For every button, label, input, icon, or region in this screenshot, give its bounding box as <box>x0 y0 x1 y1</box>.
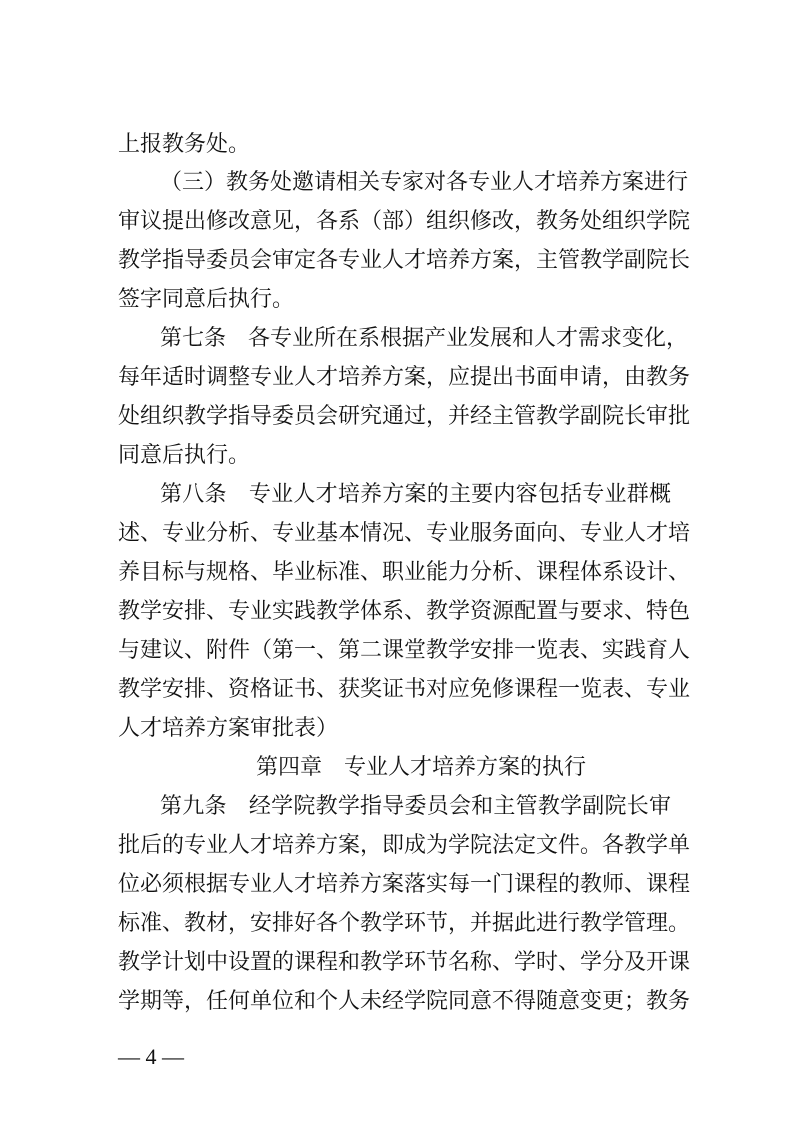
text-line: 同意后执行。 <box>118 443 251 468</box>
text-line: 批后的专业人才培养方案，即成为学院法定文件。各教学单 <box>118 833 691 858</box>
text-line: 第九条 经学院教学指导委员会和主管教学副院长审 <box>160 794 671 819</box>
text-line: 教学安排、资格证书、获奖证书对应免修课程一览表、专业 <box>118 677 691 702</box>
text-line: 第八条 专业人才培养方案的主要内容包括专业群概 <box>160 482 671 507</box>
page-number: — 4 — <box>118 1044 184 1069</box>
text-line: 处组织教学指导委员会研究通过，并经主管教学副院长审批 <box>118 404 691 429</box>
text-line: 教学安排、专业实践教学体系、教学资源配置与要求、特色 <box>118 599 691 624</box>
text-line: 教学计划中设置的课程和教学环节名称、学时、学分及开课 <box>118 950 691 975</box>
text-line: 与建议、附件（第一、第二课堂教学安排一览表、实践育人 <box>118 638 691 663</box>
text-line: 审议提出修改意见，各系（部）组织修改，教务处组织学院 <box>118 209 691 234</box>
text-line: 上报教务处。 <box>118 132 251 157</box>
text-line: 教学指导委员会审定各专业人才培养方案，主管教学副院长 <box>118 248 691 273</box>
text-line: 人才培养方案审批表） <box>118 716 339 741</box>
text-line: （三）教务处邀请相关专家对各专业人才培养方案进行 <box>160 170 689 195</box>
text-line: 每年适时调整专业人才培养方案，应提出书面申请，由教务 <box>118 365 691 390</box>
text-line: 第七条 各专业所在系根据产业发展和人才需求变化， <box>160 326 689 351</box>
text-line: 养目标与规格、毕业标准、职业能力分析、课程体系设计、 <box>118 560 691 585</box>
text-line: 学期等，任何单位和个人未经学院同意不得随意变更；教务 <box>118 989 691 1014</box>
text-line: 签字同意后执行。 <box>118 287 295 312</box>
chapter-heading: 第四章 专业人才培养方案的执行 <box>256 755 587 780</box>
text-line: 标准、教材，安排好各个教学环节，并据此进行教学管理。 <box>118 911 691 936</box>
text-line: 述、专业分析、专业基本情况、专业服务面向、专业人才培 <box>118 521 691 546</box>
text-line: 位必须根据专业人才培养方案落实每一门课程的教师、课程 <box>118 872 691 897</box>
